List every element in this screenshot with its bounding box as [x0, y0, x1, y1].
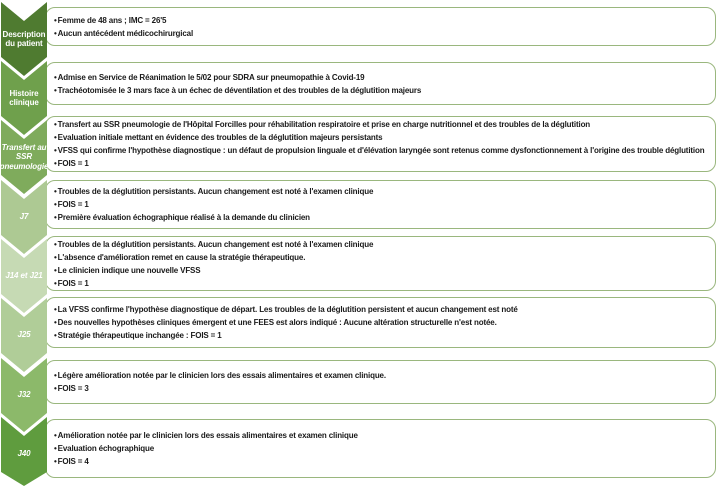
bullet-list	[46, 238, 375, 290]
bullet-item: • Aucun antécédent médicochirurgical	[54, 27, 193, 40]
bullet-item: • Evaluation initiale mettant en évidence des troubles de la déglutition majeurs persistants	[54, 131, 704, 144]
bullet-item: • Troubles de la déglutition persistants. Aucun changement est noté à l'examen clinique	[54, 238, 373, 251]
chevron-label: Transfert au SSR pneumologie	[0, 142, 49, 171]
chevron-step-1	[1, 2, 47, 76]
bullet-item: • Trachéotomisée le 3 mars face à un échec de déventilation et des troubles de la déglutition majeurs	[54, 84, 421, 97]
bullet-item: • FOIS = 1	[54, 198, 373, 211]
step-content-box	[45, 297, 716, 348]
bullet-list	[46, 71, 423, 97]
chevron-label: J40	[17, 449, 31, 459]
step-content-box	[45, 360, 716, 404]
bullet-item: • L'absence d'amélioration remet en cause la stratégie thérapeutique.	[54, 251, 373, 264]
chevron-label: J14 et J21	[5, 271, 43, 281]
step-content-box	[45, 62, 716, 105]
bullet-item: • Stratégie thérapeutique inchangée : FOIS = 1	[54, 329, 518, 342]
chevron-label: J7	[19, 212, 29, 222]
bullet-item: • La VFSS confirme l'hypothèse diagnostique de départ. Les troubles de la déglutition persistent et aucun changement est noté	[54, 303, 518, 316]
bullet-list	[46, 429, 360, 468]
chevron-label: J32	[17, 390, 31, 400]
bullet-item: • FOIS = 1	[54, 157, 704, 170]
bullet-item: • Amélioration notée par le clinicien lors des essais alimentaires et examen clinique	[54, 429, 358, 442]
bullet-list	[46, 369, 388, 395]
bullet-item: • Femme de 48 ans ; IMC = 26'5	[54, 14, 193, 27]
bullet-item: • Transfert au SSR pneumologie de l'Hôpital Forcilles pour réhabilitation respiratoire et prise en charge nutritionnel et des troubles de la déglutition	[54, 118, 704, 131]
bullet-item: • Le clinicien indique une nouvelle VFSS	[54, 264, 373, 277]
chevron-label: J25	[17, 330, 31, 340]
bullet-list	[46, 14, 195, 40]
chevron-label: Description du patient	[2, 29, 46, 48]
bullet-item: • VFSS qui confirme l'hypothèse diagnostique : un défaut de propulsion linguale et d'élévation laryngée sont retenus comme dysfonctionnement à l'origine des trouble déglutition	[54, 144, 704, 157]
step-content-box	[45, 116, 716, 172]
chevron-label: Histoire clinique	[9, 88, 39, 107]
step-content-box	[45, 180, 716, 229]
step-content-box	[45, 236, 716, 291]
step-content-box	[45, 419, 716, 478]
bullet-item: • Des nouvelles hypothèses cliniques émergent et une FEES est alors indiqué : Aucune altération structurelle n'est notée.	[54, 316, 518, 329]
bullet-item: • FOIS = 3	[54, 382, 386, 395]
bullet-list	[46, 185, 375, 224]
step-content-box	[45, 7, 716, 46]
bullet-item: • FOIS = 4	[54, 455, 358, 468]
bullet-item: • Evaluation échographique	[54, 442, 358, 455]
bullet-item: • Troubles de la déglutition persistants. Aucun changement est noté à l'examen clinique	[54, 185, 373, 198]
chevron-column	[0, 0, 50, 488]
bullet-item: • Première évaluation échographique réalisé à la demande du clinicien	[54, 211, 373, 224]
bullet-list	[46, 303, 520, 342]
bullet-list	[46, 118, 706, 170]
bullet-item: • FOIS = 1	[54, 277, 373, 290]
bullet-item: • Légère amélioration notée par le clinicien lors des essais alimentaires et examen clinique.	[54, 369, 386, 382]
bullet-item: • Admise en Service de Réanimation le 5/02 pour SDRA sur pneumopathie à Covid-19	[54, 71, 421, 84]
